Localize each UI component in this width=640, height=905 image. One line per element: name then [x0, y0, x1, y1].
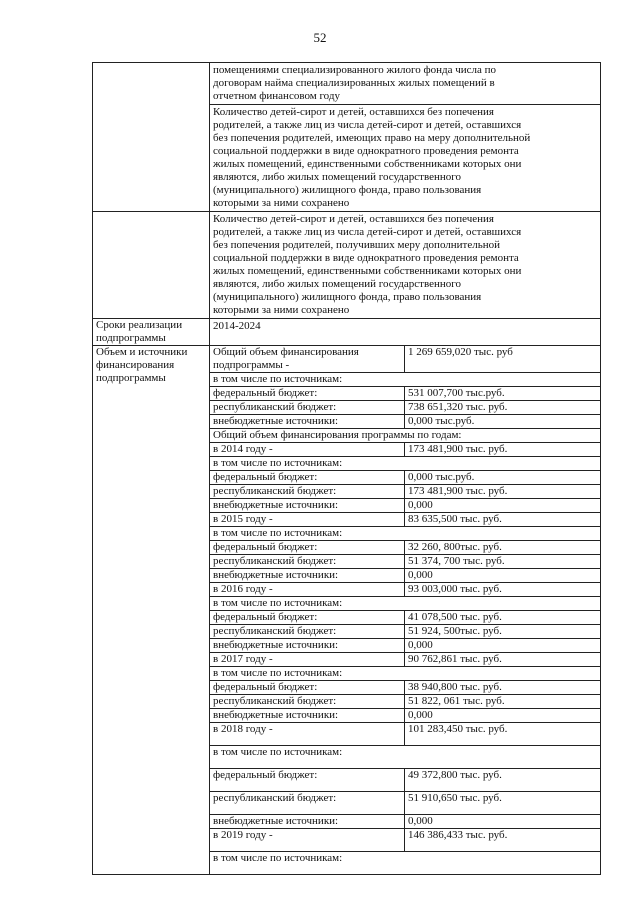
finance-label: республиканский бюджет: — [210, 485, 405, 499]
finance-row — [210, 709, 600, 723]
finance-label: внебюджетные источники: — [210, 499, 405, 513]
finance-row — [210, 769, 600, 792]
finance-label: федеральный бюджет: — [210, 387, 405, 401]
finance-row — [210, 429, 600, 443]
indicator-text — [210, 104, 600, 211]
text-line: отчетном финансовом году — [213, 90, 340, 102]
finance-value: 0,000 — [405, 709, 601, 723]
finance-row — [210, 611, 600, 625]
finance-total-row — [210, 346, 600, 373]
finance-value: 0,000 — [405, 815, 601, 829]
finance-value: 146 386,433 тыс. руб. — [405, 829, 601, 852]
finance-value: 0,000 тыс.руб. — [405, 415, 601, 429]
text-line: социальной поддержки в виде однократного проведения ремонта — [213, 252, 519, 264]
finance-row — [210, 569, 600, 583]
finance-label: республиканский бюджет: — [210, 625, 405, 639]
finance-row — [210, 597, 600, 611]
finance-row — [210, 583, 600, 597]
row-label — [93, 212, 210, 319]
finance-label: внебюджетные источники: — [210, 815, 405, 829]
finance-row — [210, 401, 600, 415]
text-line: родителей, а также лиц из числа детей-сирот и детей, оставшихся — [213, 119, 522, 131]
finance-row — [210, 792, 600, 815]
finance-sources-heading: в том числе по источникам: — [210, 597, 600, 611]
finance-value: 101 283,450 тыс. руб. — [405, 723, 601, 746]
finance-value: 0,000 — [405, 569, 601, 583]
finance-value: 83 635,500 тыс. руб. — [405, 513, 601, 527]
finance-row — [210, 471, 600, 485]
text-line: социальной поддержки в виде однократного проведения ремонта — [213, 145, 519, 157]
finance-label: федеральный бюджет: — [210, 541, 405, 555]
finance-row — [210, 746, 600, 769]
finance-total-label: Общий объем финансирования подпрограммы - — [210, 346, 405, 373]
finance-row — [210, 457, 600, 471]
finance-row — [210, 415, 600, 429]
finance-value: 0,000 — [405, 639, 601, 653]
table-row — [93, 212, 601, 319]
table-row — [93, 319, 601, 346]
row-label — [93, 63, 210, 212]
finance-row — [210, 541, 600, 555]
finance-row — [210, 387, 600, 401]
finance-row — [210, 443, 600, 457]
indicator-text — [210, 63, 600, 104]
finance-label: федеральный бюджет: — [210, 611, 405, 625]
text-line: (муниципального) жилищного фонда, право пользования — [213, 291, 482, 303]
finance-years-heading: Общий объем финансирования программы по годам: — [210, 429, 600, 443]
finance-label: в 2016 году - — [210, 583, 405, 597]
finance-sources-heading: в том числе по источникам: — [210, 457, 600, 471]
finance-value: 41 078,500 тыс. руб. — [405, 611, 601, 625]
finance-label: республиканский бюджет: — [210, 401, 405, 415]
finance-row — [210, 373, 600, 387]
finance-label: внебюджетные источники: — [210, 415, 405, 429]
text-line: которыми за ними сохранено — [213, 304, 350, 316]
finance-value: 93 003,000 тыс. руб. — [405, 583, 601, 597]
finance-label: в 2018 году - — [210, 723, 405, 746]
finance-row — [210, 695, 600, 709]
finance-total-value: 1 269 659,020 тыс. руб — [405, 346, 601, 373]
finance-value: 51 374, 700 тыс. руб. — [405, 555, 601, 569]
finance-label: федеральный бюджет: — [210, 681, 405, 695]
table-row — [93, 346, 601, 875]
text-line: без попечения родителей, имеющих право на меру дополнительной — [213, 132, 531, 144]
finance-row — [210, 555, 600, 569]
text-line: которыми за ними сохранено — [213, 197, 350, 209]
finance-value: 0,000 тыс.руб. — [405, 471, 601, 485]
text-line: родителей, а также лиц из числа детей-сирот и детей, оставшихся — [213, 226, 522, 238]
text-line: помещениями специализированного жилого фонда числа по — [213, 64, 497, 76]
finance-row — [210, 499, 600, 513]
finance-label: республиканский бюджет: — [210, 792, 405, 815]
text-line: без попечения родителей, получивших меру дополнительной — [213, 239, 501, 251]
finance-table — [210, 346, 600, 874]
finance-value: 173 481,900 тыс. руб. — [405, 443, 601, 457]
finance-label: в 2014 году - — [210, 443, 405, 457]
finance-value: 49 372,800 тыс. руб. — [405, 769, 601, 792]
finance-label: в 2017 году - — [210, 653, 405, 667]
text-line: договорам найма специализированных жилых помещений в — [213, 77, 495, 89]
finance-sources-heading: в том числе по источникам: — [210, 852, 600, 875]
finance-row — [210, 681, 600, 695]
finance-value: 51 822, 061 тыс. руб. — [405, 695, 601, 709]
terms-value: 2014-2024 — [213, 320, 261, 332]
row-content — [210, 63, 601, 212]
finance-label: республиканский бюджет: — [210, 695, 405, 709]
finance-row — [210, 625, 600, 639]
finance-value: 90 762,861 тыс. руб. — [405, 653, 601, 667]
finance-row — [210, 485, 600, 499]
finance-row — [210, 852, 600, 875]
finance-value: 531 007,700 тыс.руб. — [405, 387, 601, 401]
row-content — [210, 212, 601, 319]
finance-value: 38 940,800 тыс. руб. — [405, 681, 601, 695]
finance-row — [210, 723, 600, 746]
finance-label: в 2019 году - — [210, 829, 405, 852]
finance-value: 51 924, 500тыс. руб. — [405, 625, 601, 639]
finance-row — [210, 667, 600, 681]
finance-value: 738 651,320 тыс. руб. — [405, 401, 601, 415]
finance-label: внебюджетные источники: — [210, 569, 405, 583]
finance-row — [210, 639, 600, 653]
subprogram-passport-table — [92, 62, 601, 875]
finance-sources-heading: в том числе по источникам: — [210, 373, 600, 387]
text-line: Количество детей-сирот и детей, оставшихся без попечения — [213, 106, 494, 118]
finance-sources-heading: в том числе по источникам: — [210, 527, 600, 541]
finance-row — [210, 815, 600, 829]
finance-cell — [210, 346, 601, 875]
finance-row — [210, 829, 600, 852]
finance-label: в 2015 году - — [210, 513, 405, 527]
text-line: являются, либо жилых помещений государственного — [213, 171, 461, 183]
row-content — [210, 319, 601, 346]
finance-label: республиканский бюджет: — [210, 555, 405, 569]
text-line: Количество детей-сирот и детей, оставшихся без попечения — [213, 213, 494, 225]
finance-value: 51 910,650 тыс. руб. — [405, 792, 601, 815]
text-line: (муниципального) жилищного фонда, право пользования — [213, 184, 482, 196]
finance-label: федеральный бюджет: — [210, 769, 405, 792]
table-row — [93, 63, 601, 212]
text-line: жилых помещений, единственными собственниками которых они — [213, 158, 522, 170]
finance-label: внебюджетные источники: — [210, 709, 405, 723]
finance-label: федеральный бюджет: — [210, 471, 405, 485]
finance-row — [210, 513, 600, 527]
text-line: жилых помещений, единственными собственниками которых они — [213, 265, 522, 277]
finance-sources-heading: в том числе по источникам: — [210, 746, 600, 769]
row-label-finance: Объем и источники финансирования подпрограммы — [93, 346, 210, 875]
finance-label: внебюджетные источники: — [210, 639, 405, 653]
page-number: 52 — [313, 30, 327, 45]
text-line: являются, либо жилых помещений государственного — [213, 278, 461, 290]
row-label-terms: Сроки реализации подпрограммы — [93, 319, 210, 346]
finance-row — [210, 653, 600, 667]
finance-sources-heading: в том числе по источникам: — [210, 667, 600, 681]
finance-row — [210, 527, 600, 541]
finance-value: 32 260, 800тыс. руб. — [405, 541, 601, 555]
finance-value: 0,000 — [405, 499, 601, 513]
finance-value: 173 481,900 тыс. руб. — [405, 485, 601, 499]
indicator-text — [210, 212, 600, 318]
